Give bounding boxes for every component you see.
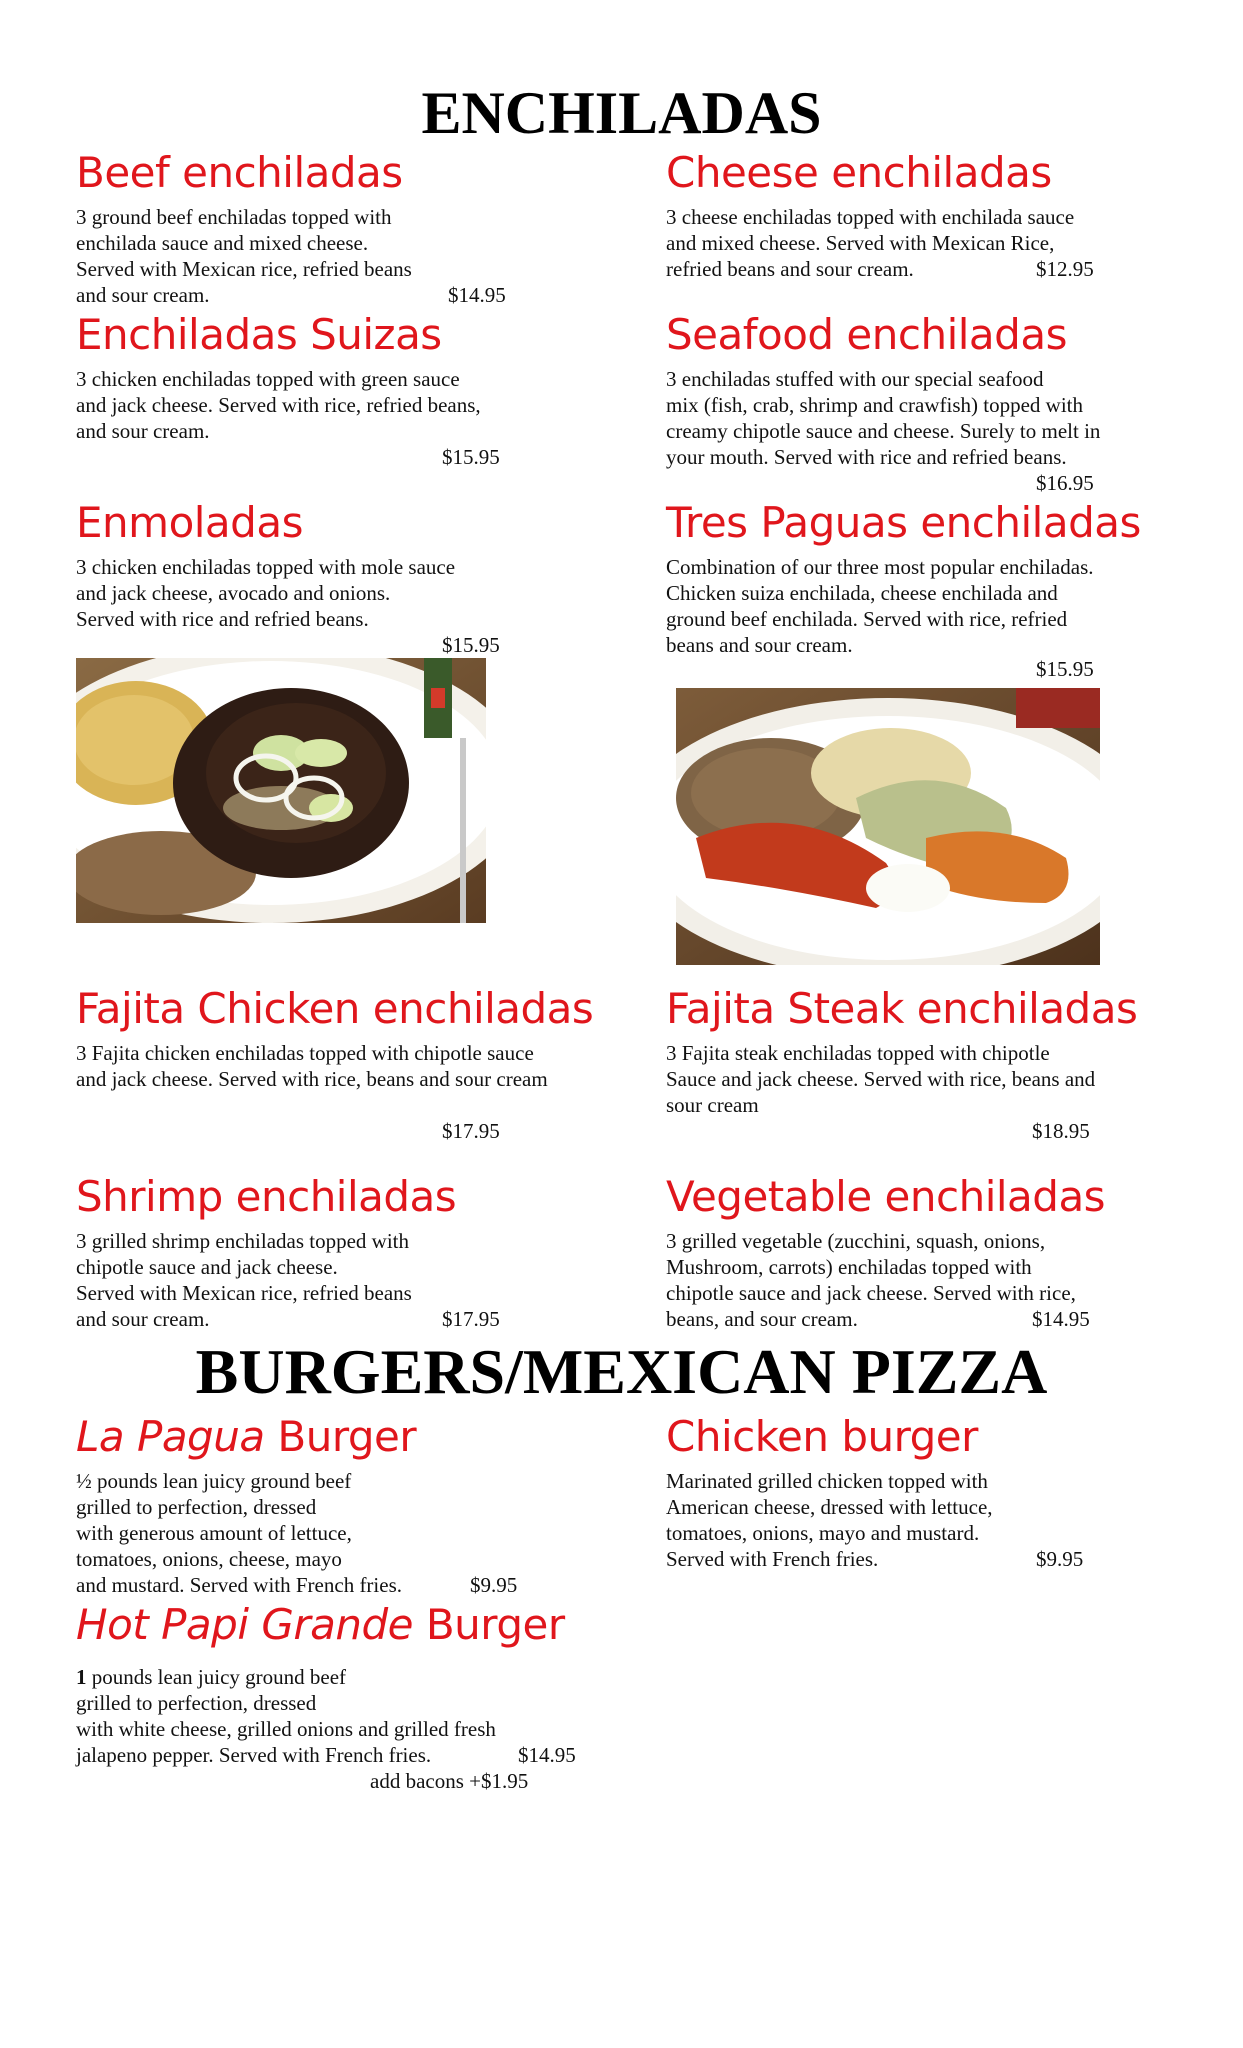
desc-line [76,1664,636,1690]
item-description [76,1228,636,1332]
desc-line: tomatoes, onions, cheese, mayo [76,1547,342,1571]
item-description [666,366,1226,470]
desc-line: and sour cream. [76,419,210,443]
desc-line: 3 chicken enchiladas topped with mole sauce [76,555,456,579]
desc-line: and sour cream. [76,283,210,307]
desc-line: beans, and sour cream. [666,1307,858,1331]
item-title-italic: La Pagua [76,1412,265,1461]
desc-line: ½ pounds lean juicy ground beef [76,1469,352,1493]
desc-line: refried beans and sour cream. [666,257,914,281]
desc-line: tomatoes, onions, mayo and mustard. [666,1521,980,1545]
desc-line: 3 grilled shrimp enchiladas topped with [76,1229,410,1253]
menu-item-seafood-enchiladas [666,310,1226,495]
weight-number: 1 [76,1665,87,1689]
desc-line: American cheese, dressed with lettuce, [666,1495,993,1519]
item-description [76,366,636,444]
item-title: Tres Paguas enchiladas [666,498,1141,547]
menu-item-cheese-enchiladas [666,148,1226,282]
enmoladas-plate-image [76,658,486,923]
item-title: Enmoladas [76,498,303,547]
tres-paguas-plate-image [676,688,1100,965]
desc-line: your mouth. Served with rice and refried beans. [666,445,1067,469]
desc-line: and mixed cheese. Served with Mexican Rice, [666,231,1055,255]
item-price: $15.95 [1036,657,1094,681]
desc-line: jalapeno pepper. Served with French fries. [76,1743,432,1767]
menu-item-enmoladas [76,498,636,657]
desc-line: chipotle sauce and jack cheese. Served with rice, [666,1281,1076,1305]
desc-line: with generous amount of lettuce, [76,1521,352,1545]
desc-line: Served with French fries. [666,1547,879,1571]
item-price: $9.95 [1036,1547,1084,1571]
menu-item-vegetable-enchiladas [666,1172,1226,1332]
tres-paguas-photo [676,688,1100,965]
desc-line: with white cheese, grilled onions and grilled fresh [76,1717,496,1741]
desc-line: chipotle sauce and jack cheese. [76,1255,338,1279]
desc-line: and jack cheese. Served with rice, refried beans, [76,393,481,417]
item-price: $15.95 [442,445,500,469]
desc-line: 3 enchiladas stuffed with our special seafood [666,367,1044,391]
desc-text: pounds lean juicy ground beef [86,1665,347,1689]
item-title-rest: Burger [264,1412,417,1461]
desc-line: and mustard. Served with French fries. [76,1573,403,1597]
section-title-enchiladas: ENCHILADAS [421,80,822,146]
item-description [76,1040,636,1092]
item-price: $15.95 [442,633,500,657]
desc-line: mix (fish, crab, shrimp and crawfish) topped with [666,393,1083,417]
desc-line: ground beef enchilada. Served with rice, refried [666,607,1068,631]
desc-line: 3 Fajita chicken enchiladas topped with chipotle sauce [76,1041,534,1065]
item-title: Shrimp enchiladas [76,1172,457,1221]
item-description [666,204,1226,282]
item-price: $9.95 [470,1573,518,1597]
desc-line: Sauce and jack cheese. Served with rice, beans and [666,1067,1096,1091]
desc-line: sour cream [666,1093,759,1117]
item-description [76,554,636,632]
item-title: Beef enchiladas [76,148,403,197]
desc-line: 3 chicken enchiladas topped with green sauce [76,367,460,391]
desc-line: and jack cheese. Served with rice, beans and sour cream [76,1067,548,1091]
desc-line: grilled to perfection, dressed [76,1691,317,1715]
desc-line: Served with Mexican rice, refried beans [76,1281,412,1305]
item-title: Vegetable enchiladas [666,1172,1106,1221]
item-price: $17.95 [442,1307,500,1331]
item-price: $14.95 [1032,1307,1090,1331]
desc-line: 3 grilled vegetable (zucchini, squash, onions, [666,1229,1046,1253]
item-description [666,1040,1226,1118]
item-title [76,1600,636,1650]
item-price: $16.95 [1036,471,1094,495]
menu-item-la-pagua-burger [76,1412,636,1598]
item-description [76,1468,636,1598]
section-title-burgers-mexican-pizza: BURGERS/MEXICAN PIZZA [195,1336,1048,1407]
item-title: Fajita Steak enchiladas [666,984,1138,1033]
desc-line: Mushroom, carrots) enchiladas topped with [666,1255,1032,1279]
item-addon: add bacons +$1.95 [370,1769,529,1793]
item-price: $17.95 [442,1119,500,1143]
menu-item-fajita-steak-enchiladas [666,984,1226,1143]
desc-line: 3 ground beef enchiladas topped with [76,205,392,229]
desc-line: enchilada sauce and mixed cheese. [76,231,369,255]
desc-line: Served with rice and refried beans. [76,607,369,631]
desc-line: and jack cheese, avocado and onions. [76,581,391,605]
desc-line: 3 Fajita steak enchiladas topped with chipotle [666,1041,1050,1065]
item-title: Cheese enchiladas [666,148,1052,197]
item-title: Seafood enchiladas [666,310,1067,359]
menu-item-beef-enchiladas [76,148,636,308]
item-title: Enchiladas Suizas [76,310,442,359]
item-price: $14.95 [448,283,506,307]
menu-item-hot-papi-grande-burger [76,1600,636,1793]
desc-line: Chicken suiza enchilada, cheese enchilada and [666,581,1058,605]
menu-item-tres-paguas-enchiladas [666,498,1226,681]
item-price: $12.95 [1036,257,1094,281]
item-price: $14.95 [518,1743,576,1767]
item-title [76,1412,636,1462]
enmoladas-photo [76,658,486,923]
item-description [76,204,636,308]
item-description [666,1468,1226,1572]
desc-line: Served with Mexican rice, refried beans [76,257,412,281]
menu-item-enchiladas-suizas [76,310,636,469]
item-description [666,1228,1226,1332]
desc-line: Marinated grilled chicken topped with [666,1469,988,1493]
menu-item-fajita-chicken-enchiladas [76,984,636,1143]
item-title-italic: Hot Papi Grande [76,1600,414,1649]
item-title-rest: Burger [413,1600,565,1649]
desc-line: grilled to perfection, dressed [76,1495,317,1519]
desc-line: Combination of our three most popular enchiladas. [666,555,1094,579]
item-title: Chicken burger [666,1412,978,1461]
desc-line: beans and sour cream. [666,633,853,657]
item-price: $18.95 [1032,1119,1090,1143]
item-title: Fajita Chicken enchiladas [76,984,594,1033]
desc-line: and sour cream. [76,1307,210,1331]
desc-line: 3 cheese enchiladas topped with enchilada sauce [666,205,1075,229]
menu-item-chicken-burger [666,1412,1226,1572]
menu-item-shrimp-enchiladas [76,1172,636,1332]
item-description [666,554,1226,658]
desc-line: creamy chipotle sauce and cheese. Surely to melt in [666,419,1101,443]
